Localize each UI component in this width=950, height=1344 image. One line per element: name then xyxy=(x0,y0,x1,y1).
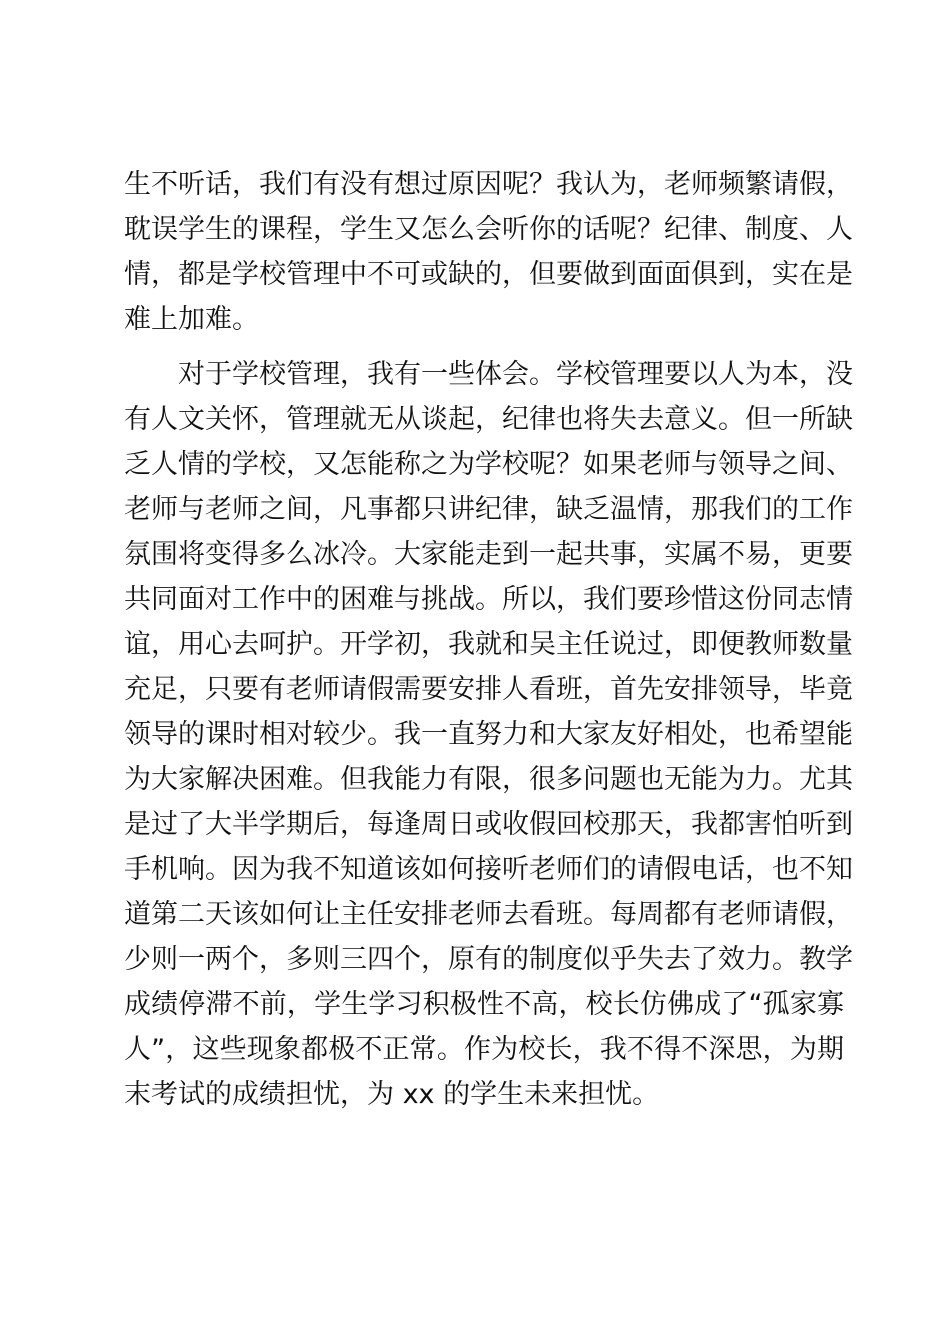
paragraph-line: 道第二天该如何让主任安排老师去看班。每周都有老师请假， xyxy=(124,899,853,930)
paragraph-line: 共同面对工作中的困难与挑战。所以，我们要珍惜这份同志情 xyxy=(124,584,853,615)
paragraph-line: 手机响。因为我不知道该如何接听老师们的请假电话，也不知 xyxy=(124,854,853,885)
paragraph-line: 充足，只要有老师请假需要安排人看班，首先安排领导，毕竟 xyxy=(124,674,853,705)
paragraph-line: 耽误学生的课程，学生又怎么会听你的话呢？纪律、制度、人 xyxy=(124,214,853,245)
paragraph-line: 老师与老师之间，凡事都只讲纪律，缺乏温情，那我们的工作 xyxy=(124,494,853,525)
paragraph-line: 有人文关怀，管理就无从谈起，纪律也将失去意义。但一所缺 xyxy=(124,404,853,435)
paragraph-line: 是过了大半学期后，每逢周日或收假回校那天，我都害怕听到 xyxy=(124,809,853,840)
paragraph-line: 人”，这些现象都极不正常。作为校长，我不得不深思，为期 xyxy=(124,1034,844,1065)
paragraph-line: 领导的课时相对较少。我一直努力和大家友好相处，也希望能 xyxy=(124,719,853,750)
paragraph-1 xyxy=(124,162,853,342)
paragraph-line: 对于学校管理，我有一些体会。学校管理要以人为本，没 xyxy=(178,359,853,390)
paragraph-line: 情，都是学校管理中不可或缺的，但要做到面面俱到，实在是 xyxy=(124,259,853,290)
paragraph-line: 难上加难。 xyxy=(124,304,259,335)
paragraph-line: 成绩停滞不前，学生学习积极性不高，校长仿佛成了“孤家寡 xyxy=(124,989,844,1020)
paragraph-line: 乏人情的学校，又怎能称之为学校呢？如果老师与领导之间、 xyxy=(124,449,853,480)
paragraph-2 xyxy=(124,352,853,1117)
paragraph-line: 末考试的成绩担忧，为 xx 的学生未来担忧。 xyxy=(124,1079,660,1110)
paragraph-line: 谊，用心去呵护。开学初，我就和吴主任说过，即便教师数量 xyxy=(124,629,853,660)
paragraph-line: 为大家解决困难。但我能力有限，很多问题也无能为力。尤其 xyxy=(124,764,853,795)
paragraph-line: 少则一两个，多则三四个，原有的制度似乎失去了效力。教学 xyxy=(124,944,853,975)
paragraph-line: 生不听话，我们有没有想过原因呢？我认为，老师频繁请假， xyxy=(124,169,853,200)
paragraph-line: 氛围将变得多么冰冷。大家能走到一起共事，实属不易，更要 xyxy=(124,539,853,570)
